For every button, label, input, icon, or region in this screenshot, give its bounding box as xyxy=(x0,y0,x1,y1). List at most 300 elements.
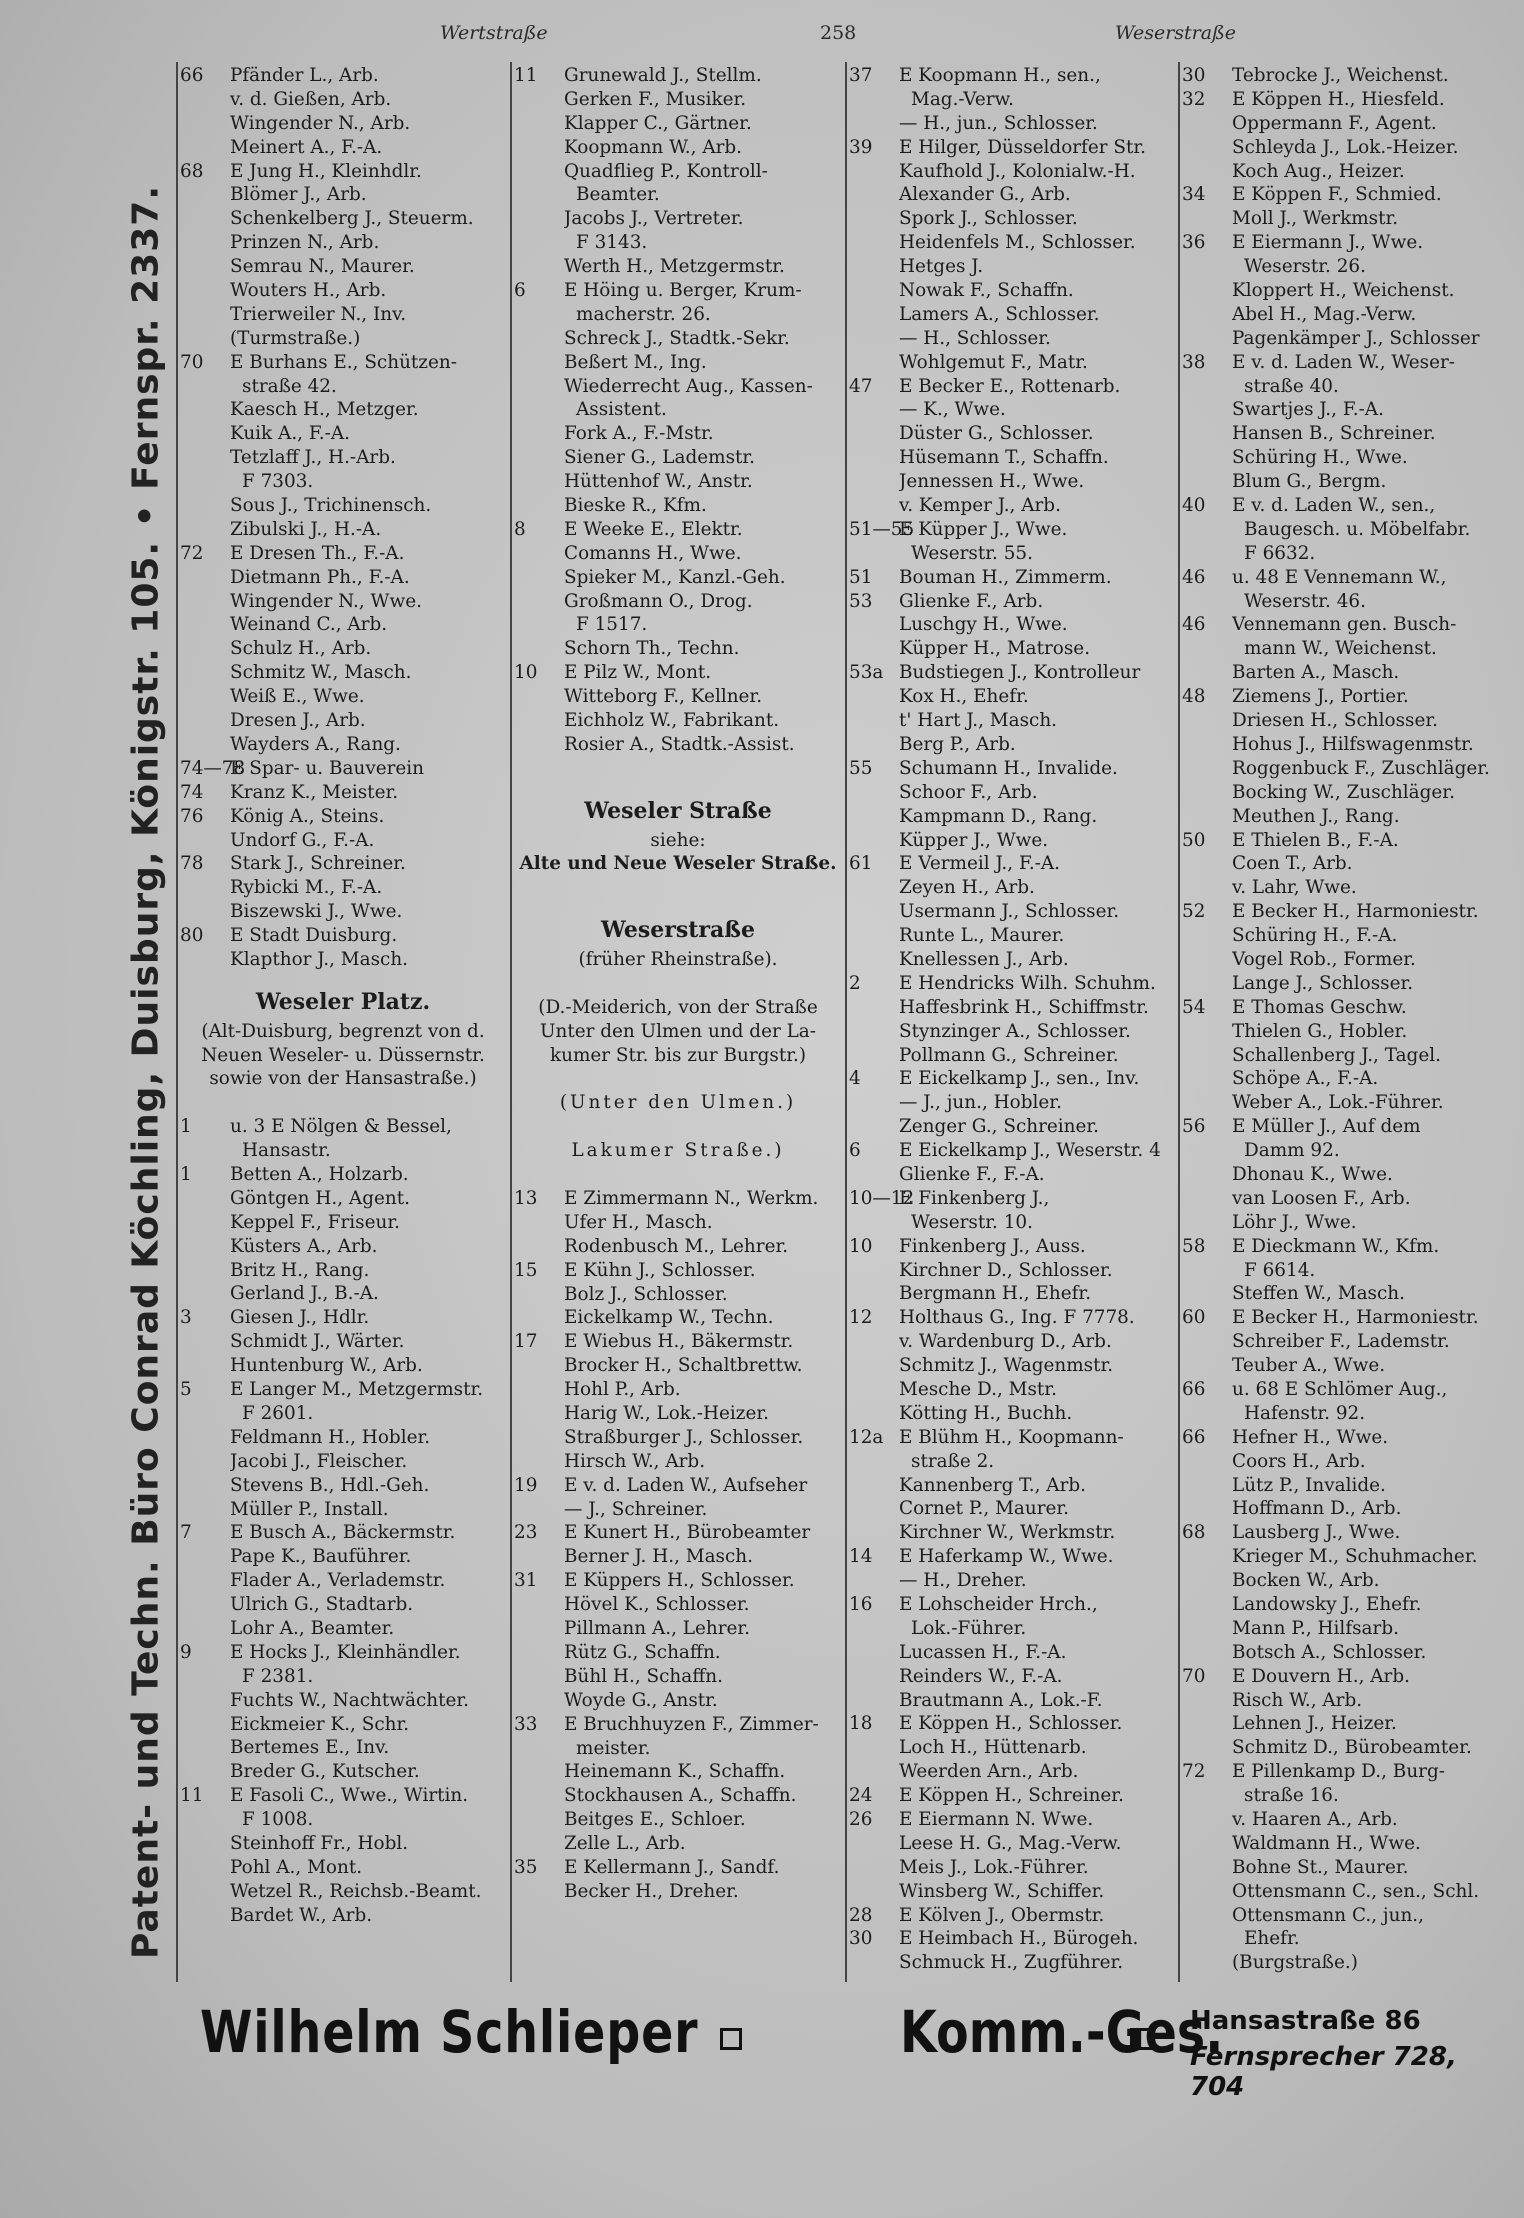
house-number xyxy=(514,351,564,375)
house-number: 40 xyxy=(1182,495,1206,517)
directory-entry xyxy=(514,1450,842,1474)
house-number xyxy=(849,1569,899,1593)
directory-entry xyxy=(849,1689,1175,1713)
directory-entry xyxy=(514,1474,842,1498)
resident-entry: E Küpper J., Wwe. xyxy=(899,518,1068,540)
directory-entry xyxy=(1182,996,1512,1020)
house-number xyxy=(849,1330,899,1354)
house-number xyxy=(514,1378,564,1402)
house-number: 61 xyxy=(849,853,873,875)
house-number xyxy=(180,1235,230,1259)
directory-entry xyxy=(1182,88,1512,112)
directory-entry xyxy=(1182,1450,1512,1474)
house-number: 35 xyxy=(514,1856,538,1878)
resident-entry: Zelle L., Arb. xyxy=(564,1833,686,1855)
resident-entry: Kaesch H., Metzger. xyxy=(230,399,419,421)
resident-entry: Pagenkämper J., Schlosser xyxy=(1232,327,1480,349)
house-number: 46 xyxy=(1182,566,1206,588)
house-number xyxy=(180,876,230,900)
house-number xyxy=(849,1354,899,1378)
resident-entry: Britz H., Rang. xyxy=(230,1259,370,1281)
resident-entry: Damm 92. xyxy=(1244,1140,1340,1162)
resident-entry: Lohr A., Beamter. xyxy=(230,1617,395,1639)
directory-entry xyxy=(849,805,1175,829)
resident-entry: Bieske R., Kfm. xyxy=(564,495,707,517)
directory-entry xyxy=(180,1378,506,1402)
resident-entry: E Langer M., Metzgermstr. xyxy=(230,1379,484,1401)
house-number xyxy=(180,1282,230,1306)
resident-entry: E Eiermann J., Wwe. xyxy=(1232,232,1424,254)
resident-entry: E Spar- u. Bauverein xyxy=(230,757,424,779)
directory-entry xyxy=(180,1187,506,1211)
house-number: 55 xyxy=(849,757,873,779)
house-number xyxy=(514,1283,564,1307)
resident-entry: Dhonau K., Wwe. xyxy=(1232,1163,1393,1185)
directory-entry xyxy=(849,1450,1175,1474)
directory-entry xyxy=(849,422,1175,446)
resident-entry: E Pilz W., Mont. xyxy=(564,662,712,684)
directory-entry xyxy=(849,1330,1175,1354)
resident-entry: Jacobi J., Fleischer. xyxy=(230,1450,408,1472)
directory-entry xyxy=(1182,1808,1512,1832)
directory-entry xyxy=(1182,924,1512,948)
house-number xyxy=(1182,303,1232,327)
directory-entry xyxy=(514,566,842,590)
house-number xyxy=(849,183,899,207)
directory-entry xyxy=(514,613,842,637)
house-number: 9 xyxy=(180,1641,192,1663)
house-number xyxy=(180,1689,230,1713)
directory-entry xyxy=(1182,805,1512,829)
directory-entry xyxy=(514,590,842,614)
directory-entry xyxy=(1182,1951,1512,1975)
resident-entry: v. d. Gießen, Arb. xyxy=(230,88,392,110)
house-number xyxy=(514,1498,564,1522)
resident-entry: Weserstr. 10. xyxy=(911,1211,1033,1233)
house-number xyxy=(849,1521,899,1545)
directory-entry xyxy=(514,1784,842,1808)
house-number xyxy=(849,1378,899,1402)
resident-entry: Hoffmann D., Arb. xyxy=(1232,1498,1402,1520)
resident-entry: Kox H., Ehefr. xyxy=(899,686,1029,708)
resident-entry: v. Lahr, Wwe. xyxy=(1232,877,1357,899)
directory-entry xyxy=(180,255,506,279)
resident-entry: Rütz G., Schaffn. xyxy=(564,1641,721,1663)
resident-entry: (Turmstraße.) xyxy=(230,327,361,349)
house-number: 70 xyxy=(180,351,204,373)
house-number: 11 xyxy=(180,1785,204,1807)
resident-entry: Runte L., Maurer. xyxy=(899,925,1065,947)
house-number xyxy=(180,637,230,661)
house-number xyxy=(180,1856,230,1880)
resident-entry: Risch W., Arb. xyxy=(1232,1689,1363,1711)
directory-entry xyxy=(514,1641,842,1665)
directory-entry xyxy=(514,733,842,757)
directory-entry xyxy=(1182,398,1512,422)
directory-entry xyxy=(514,1235,842,1259)
house-number xyxy=(180,1665,230,1689)
house-number xyxy=(514,1211,564,1235)
resident-entry: Heinemann K., Schaffn. xyxy=(564,1761,786,1783)
house-number: 33 xyxy=(514,1713,538,1735)
resident-entry: Siener G., Lademstr. xyxy=(564,447,756,469)
house-number xyxy=(514,88,564,112)
directory-entry xyxy=(514,1737,842,1761)
directory-entry xyxy=(514,470,842,494)
directory-entry xyxy=(180,613,506,637)
house-number xyxy=(1182,1712,1232,1736)
directory-entry xyxy=(1182,1760,1512,1784)
house-number xyxy=(514,1880,564,1904)
column-1 xyxy=(180,64,506,1984)
house-number: 37 xyxy=(849,65,873,86)
house-number xyxy=(849,88,899,112)
house-number xyxy=(1182,398,1232,422)
resident-entry: Pape K., Bauführer. xyxy=(230,1546,412,1568)
resident-entry: Assistent. xyxy=(576,399,667,421)
house-number xyxy=(180,1139,230,1163)
house-number xyxy=(1182,375,1232,399)
resident-entry: E Thomas Geschw. xyxy=(1232,996,1407,1018)
directory-entry xyxy=(180,1426,506,1450)
house-number: 54 xyxy=(1182,996,1206,1018)
resident-entry: Budstiegen J., Kontrolleur xyxy=(899,662,1141,684)
house-number xyxy=(180,1904,230,1928)
resident-entry: Bohne St., Maurer. xyxy=(1232,1856,1409,1878)
directory-entry xyxy=(1182,1665,1512,1689)
resident-entry: Teuber A., Wwe. xyxy=(1232,1355,1386,1377)
house-number xyxy=(180,1402,230,1426)
resident-entry: Schumann H., Invalide. xyxy=(899,757,1118,779)
resident-entry: Straßburger J., Schlosser. xyxy=(564,1426,804,1448)
house-number: 78 xyxy=(180,853,204,875)
house-number xyxy=(180,1832,230,1856)
house-number xyxy=(1182,805,1232,829)
directory-entry xyxy=(1182,231,1512,255)
house-number xyxy=(180,1426,230,1450)
resident-entry: Breder G., Kutscher. xyxy=(230,1761,420,1783)
directory-entry xyxy=(1182,207,1512,231)
directory-entry xyxy=(849,1187,1175,1211)
resident-entry: v. Kemper J., Arb. xyxy=(899,495,1061,517)
resident-entry: Zibulski J., H.-A. xyxy=(230,518,382,540)
resident-entry: E Jung H., Kleinhdlr. xyxy=(230,160,422,182)
directory-entry xyxy=(180,422,506,446)
house-number: 19 xyxy=(514,1474,538,1496)
house-number xyxy=(849,1211,899,1235)
directory-entry xyxy=(849,1378,1175,1402)
house-number xyxy=(1182,1187,1232,1211)
house-number xyxy=(1182,255,1232,279)
house-number xyxy=(514,1808,564,1832)
resident-entry: Meinert A., F.-A. xyxy=(230,136,383,158)
resident-entry: Stevens B., Hdl.-Geh. xyxy=(230,1474,430,1496)
directory-entry xyxy=(514,1259,842,1283)
resident-entry: Swartjes J., F.-A. xyxy=(1232,399,1384,421)
house-number xyxy=(849,685,899,709)
house-number xyxy=(1182,446,1232,470)
house-number xyxy=(514,375,564,399)
directory-entry xyxy=(514,1713,842,1737)
resident-entry: Trierweiler N., Inv. xyxy=(230,303,407,325)
directory-entry xyxy=(180,375,506,399)
resident-entry: Ufer H., Masch. xyxy=(564,1211,713,1233)
directory-entry xyxy=(180,1713,506,1737)
house-number xyxy=(849,398,899,422)
house-number xyxy=(1182,1091,1232,1115)
resident-entry: E Vermeil J., F.-A. xyxy=(899,853,1061,875)
directory-entry xyxy=(1182,303,1512,327)
resident-entry: E Hocks J., Kleinhändler. xyxy=(230,1641,461,1663)
resident-entry: Witteborg F., Kellner. xyxy=(564,686,763,708)
resident-entry: E Stadt Duisburg. xyxy=(230,925,398,947)
house-number xyxy=(849,470,899,494)
directory-entry xyxy=(514,518,842,542)
house-number xyxy=(514,1641,564,1665)
house-number xyxy=(849,1951,899,1975)
resident-entry: Ulrich G., Stadtarb. xyxy=(230,1594,414,1616)
resident-entry: Ehefr. xyxy=(1244,1928,1300,1950)
directory-entry xyxy=(180,1593,506,1617)
resident-entry: Tebrocke J., Weichenst. xyxy=(1232,65,1449,86)
house-number xyxy=(1182,661,1232,685)
house-number xyxy=(180,422,230,446)
directory-entry xyxy=(849,231,1175,255)
house-number xyxy=(1182,327,1232,351)
resident-entry: Luschgy H., Wwe. xyxy=(899,614,1068,636)
resident-entry: E Kellermann J., Sandf. xyxy=(564,1856,780,1878)
resident-entry: Becker H., Dreher. xyxy=(564,1880,739,1902)
directory-entry xyxy=(1182,1044,1512,1068)
resident-entry: E Hilger, Düsseldorfer Str. xyxy=(899,136,1146,158)
directory-entry xyxy=(180,1139,506,1163)
directory-entry xyxy=(849,1927,1175,1951)
resident-entry: Bergmann H., Ehefr. xyxy=(899,1283,1092,1305)
directory-entry xyxy=(514,88,842,112)
directory-entry xyxy=(849,494,1175,518)
resident-entry: Zenger G., Schreiner. xyxy=(899,1116,1100,1138)
house-number xyxy=(1182,948,1232,972)
directory-entry xyxy=(849,1880,1175,1904)
house-number xyxy=(514,1450,564,1474)
directory-entry xyxy=(1182,1402,1512,1426)
house-number xyxy=(514,1426,564,1450)
directory-entry xyxy=(1182,375,1512,399)
resident-entry: E Busch A., Bäckermstr. xyxy=(230,1522,456,1544)
house-number: 50 xyxy=(1182,829,1206,851)
directory-entry xyxy=(849,757,1175,781)
directory-entry xyxy=(1182,852,1512,876)
house-number: 36 xyxy=(1182,232,1206,254)
house-number xyxy=(849,112,899,136)
directory-entry xyxy=(1182,1020,1512,1044)
house-number xyxy=(849,279,899,303)
resident-entry: Bardet W., Arb. xyxy=(230,1904,373,1926)
resident-entry: Mann P., Hilfsarb. xyxy=(1232,1617,1399,1639)
resident-entry: Jacobs J., Vertreter. xyxy=(564,208,744,230)
house-number xyxy=(180,255,230,279)
resident-entry: Woyde G., Anstr. xyxy=(564,1689,718,1711)
house-number xyxy=(180,948,230,972)
directory-entry xyxy=(514,1521,842,1545)
resident-entry: F 6632. xyxy=(1244,542,1316,564)
directory-entry xyxy=(514,112,842,136)
house-number xyxy=(849,327,899,351)
directory-entry xyxy=(849,829,1175,853)
resident-entry: Bühl H., Schaffn. xyxy=(564,1665,723,1687)
directory-entry xyxy=(849,1306,1175,1330)
section-desc-line: Unter den Ulmen und der La- xyxy=(540,1020,816,1042)
section-title-weseler-strasse: Weseler Straße xyxy=(584,797,772,824)
resident-entry: u. 68 E Schlömer Aug., xyxy=(1232,1378,1448,1400)
former-name: (früher Rheinstraße). xyxy=(578,949,778,971)
resident-entry: Fork A., F.-Mstr. xyxy=(564,423,714,445)
directory-entry xyxy=(1182,255,1512,279)
resident-entry: Barten A., Masch. xyxy=(1232,662,1400,684)
house-number: 6 xyxy=(514,280,526,302)
resident-entry: straße 16. xyxy=(1244,1785,1339,1807)
house-number xyxy=(1182,1259,1232,1283)
house-number: 18 xyxy=(849,1713,873,1735)
resident-entry: E Eickelkamp J., Weserstr. 4 xyxy=(899,1140,1161,1162)
resident-entry: Schüring H., Wwe. xyxy=(1232,447,1408,469)
resident-entry: Nowak F., Schaffn. xyxy=(899,280,1074,302)
directory-entry xyxy=(1182,1712,1512,1736)
resident-entry: Schenkelberg J., Steuerm. xyxy=(230,208,474,230)
resident-entry: (Burgstraße.) xyxy=(1232,1952,1358,1974)
resident-entry: Lehnen J., Heizer. xyxy=(1232,1713,1397,1735)
house-number: 56 xyxy=(1182,1116,1206,1138)
resident-entry: E Pillenkamp D., Burg- xyxy=(1232,1761,1445,1783)
resident-entry: E Köppen F., Schmied. xyxy=(1232,184,1442,206)
resident-entry: F 6614. xyxy=(1244,1259,1316,1281)
house-number xyxy=(180,1593,230,1617)
house-number xyxy=(514,1737,564,1761)
directory-entry xyxy=(180,661,506,685)
directory-entry xyxy=(849,1665,1175,1689)
directory-entry xyxy=(180,1474,506,1498)
resident-entry: Reinders W., F.-A. xyxy=(899,1665,1063,1687)
column-rule xyxy=(845,62,847,1982)
resident-entry: Düster G., Schlosser. xyxy=(899,423,1094,445)
directory-entry xyxy=(514,1211,842,1235)
resident-entry: E v. d. Laden W., Weser- xyxy=(1232,351,1455,373)
resident-entry: Gerken F., Musiker. xyxy=(564,88,747,110)
resident-entry: E Höing u. Berger, Krum- xyxy=(564,280,802,302)
resident-entry: Leese H. G., Mag.-Verw. xyxy=(899,1832,1122,1854)
house-number xyxy=(180,1498,230,1522)
resident-entry: E Köppen H., Hiesfeld. xyxy=(1232,88,1445,110)
column-3 xyxy=(849,64,1175,1984)
resident-entry: Landowsky J., Ehefr. xyxy=(1232,1594,1422,1615)
resident-entry: E Becker H., Harmoniestr. xyxy=(1232,1307,1479,1329)
resident-entry: Beamter. xyxy=(576,184,660,206)
resident-entry: E Weeke E., Elektr. xyxy=(564,518,743,540)
directory-entry xyxy=(514,255,842,279)
house-number xyxy=(849,996,899,1020)
house-number xyxy=(1182,1474,1232,1498)
directory-entry xyxy=(1182,112,1512,136)
house-number xyxy=(849,1259,899,1283)
directory-entry xyxy=(180,757,506,781)
house-number xyxy=(180,112,230,136)
house-number xyxy=(180,136,230,160)
resident-entry: Beitges E., Schloer. xyxy=(564,1809,746,1831)
resident-entry: Hüttenhof W., Anstr. xyxy=(564,471,753,493)
house-number xyxy=(514,1545,564,1569)
resident-entry: E Köppen H., Schreiner. xyxy=(899,1785,1124,1807)
directory-entry xyxy=(1182,1904,1512,1928)
directory-entry xyxy=(514,1283,842,1307)
house-number xyxy=(1182,1641,1232,1665)
resident-entry: Bocking W., Zuschläger. xyxy=(1232,781,1455,803)
directory-entry xyxy=(1182,494,1512,518)
resident-entry: E v. d. Laden W., Aufseher xyxy=(564,1474,808,1496)
directory-entry xyxy=(514,1856,842,1880)
house-number xyxy=(1182,1880,1232,1904)
house-number xyxy=(849,351,899,375)
directory-entry xyxy=(849,900,1175,924)
resident-entry: Bocken W., Arb. xyxy=(1232,1570,1380,1592)
resident-entry: Wiederrecht Aug., Kassen- xyxy=(564,375,813,397)
house-number xyxy=(1182,1020,1232,1044)
directory-entry xyxy=(180,1784,506,1808)
house-number xyxy=(514,422,564,446)
house-number xyxy=(514,1593,564,1617)
resident-entry: Hövel K., Schlosser. xyxy=(564,1594,750,1616)
resident-entry: Feldmann H., Hobler. xyxy=(230,1426,431,1448)
resident-entry: Oppermann F., Agent. xyxy=(1232,112,1437,134)
house-number: 10 xyxy=(514,662,538,684)
directory-entry xyxy=(849,924,1175,948)
directory-entry xyxy=(180,685,506,709)
directory-entry xyxy=(180,709,506,733)
directory-entry xyxy=(514,1569,842,1593)
directory-entry xyxy=(514,1330,842,1354)
directory-entry xyxy=(1182,1593,1512,1617)
directory-entry xyxy=(514,709,842,733)
resident-entry: E Blühm H., Koopmann- xyxy=(899,1426,1124,1448)
directory-entry xyxy=(180,1856,506,1880)
resident-entry: Alexander G., Arb. xyxy=(899,184,1071,206)
resident-entry: Mag.-Verw. xyxy=(911,88,1014,110)
directory-entry xyxy=(1182,542,1512,566)
directory-entry xyxy=(180,518,506,542)
directory-entry xyxy=(849,613,1175,637)
house-number xyxy=(1182,1545,1232,1569)
resident-entry: Wetzel R., Reichsb.-Beamt. xyxy=(230,1880,482,1902)
directory-entry xyxy=(849,1139,1175,1163)
directory-entry xyxy=(180,470,506,494)
resident-entry: E Dieckmann W., Kfm. xyxy=(1232,1235,1440,1257)
resident-entry: Quadflieg P., Kontroll- xyxy=(564,160,768,182)
house-number xyxy=(849,160,899,184)
column-rule xyxy=(1178,62,1180,1982)
house-number xyxy=(180,1545,230,1569)
house-number xyxy=(849,1044,899,1068)
directory-entry xyxy=(849,183,1175,207)
ad-address: Hansastraße 86 xyxy=(1190,2006,1421,2036)
house-number xyxy=(514,494,564,518)
resident-entry: Blum G., Bergm. xyxy=(1232,471,1387,493)
directory-entry xyxy=(849,709,1175,733)
house-number xyxy=(180,1713,230,1737)
house-number xyxy=(849,1450,899,1474)
resident-entry: Lütz P., Invalide. xyxy=(1232,1474,1386,1496)
directory-entry xyxy=(514,303,842,327)
directory-entry xyxy=(1182,160,1512,184)
directory-entry xyxy=(180,733,506,757)
